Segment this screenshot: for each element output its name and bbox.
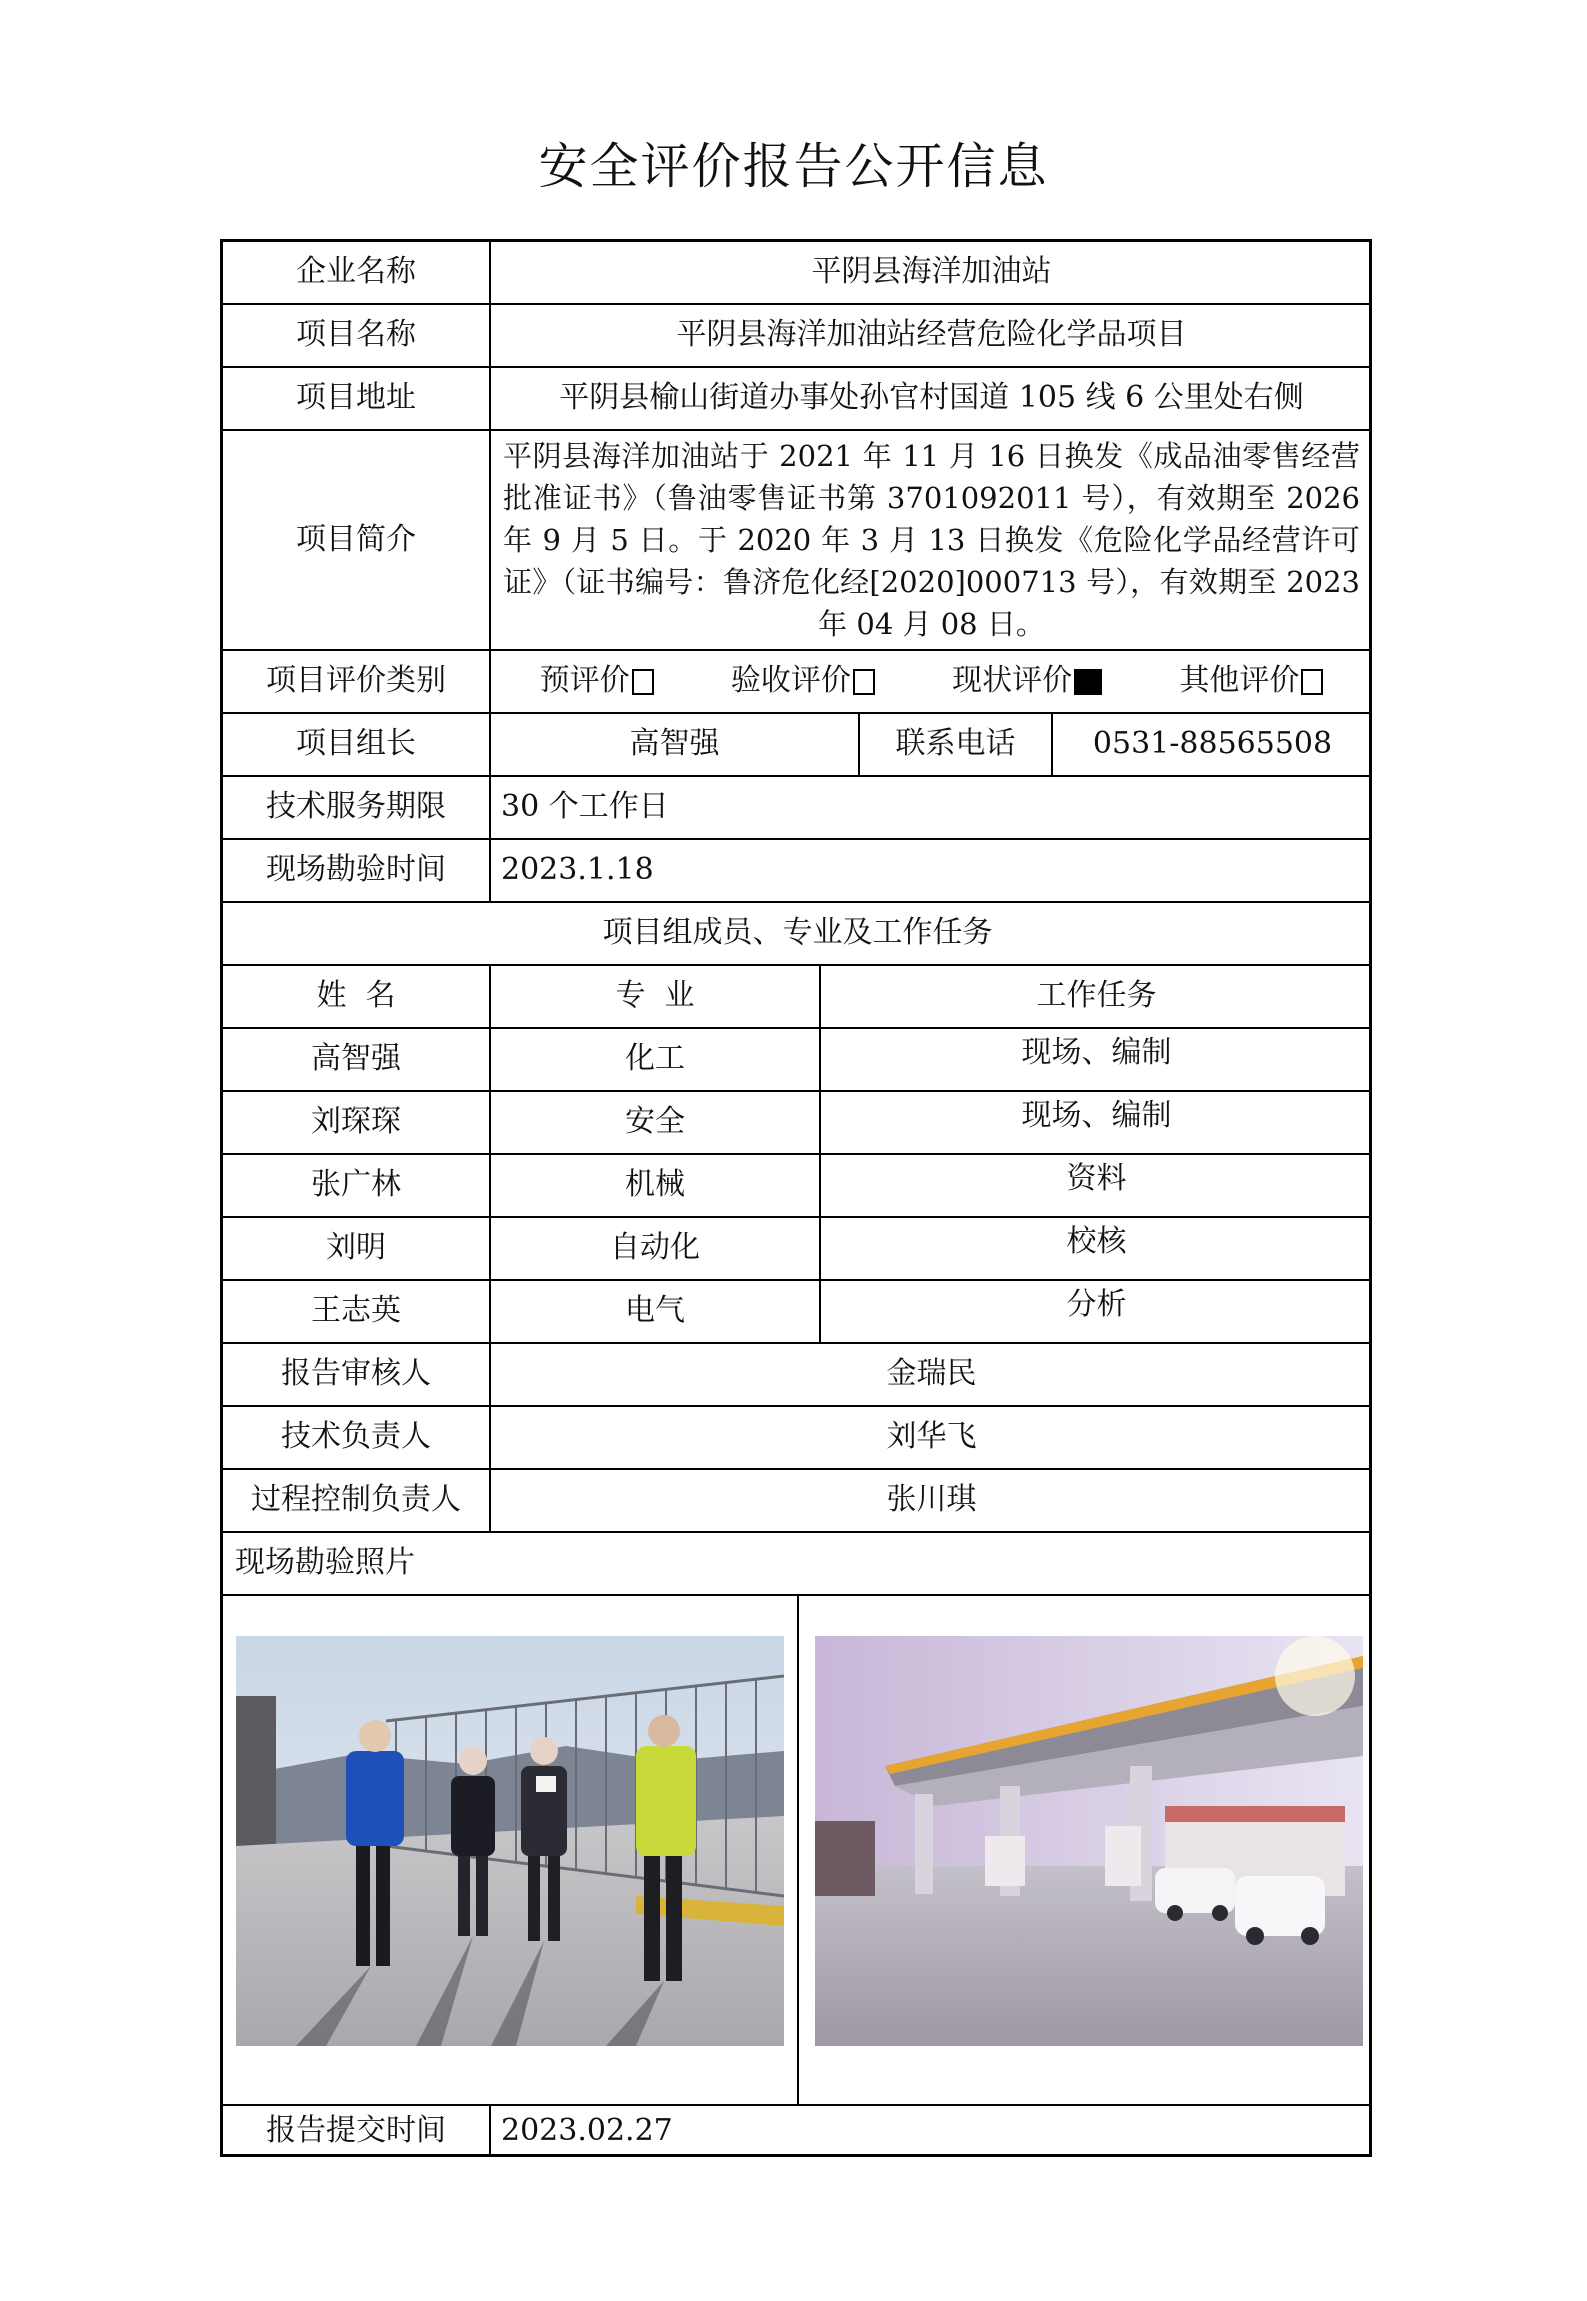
eval-option-acceptance: [731, 661, 875, 702]
member-major: 安全: [491, 1092, 821, 1155]
intro-cell: [491, 431, 1372, 651]
intro-text: 平阴县海洋加油站于 2021 年 11 月 16 日换发《成品油零售经营批准证书》（鲁油零售证书第 3701092011 号），有效期至 2026 年 9 月 5 日。于 2020 年 3 月 13 日换发《危险化学品经营许可证》（证书编号：鲁济危化经[2020]000713 号），有效期至 2023 年 04 月 08 日。: [503, 439, 1360, 641]
member-name: 高智强: [223, 1029, 491, 1092]
reviewer-value: 金瑞民: [491, 1344, 1372, 1407]
col-name-header: 姓 名: [223, 966, 491, 1029]
member-name: 王志英: [223, 1281, 491, 1344]
survey-photo-station: [815, 1636, 1363, 2046]
company-value: 平阴县海洋加油站: [491, 242, 1372, 305]
address-label: 项目地址: [223, 368, 491, 431]
member-major: 机械: [491, 1155, 821, 1218]
service-period-label: 技术服务期限: [223, 777, 491, 840]
intro-label: 项目简介: [223, 431, 491, 651]
project-value: 平阴县海洋加油站经营危险化学品项目: [491, 305, 1372, 368]
eval-option-current: [952, 661, 1102, 702]
checkbox-icon: [1301, 669, 1323, 695]
service-period-value: 30 个工作日: [491, 777, 1372, 840]
document-title: 安全评价报告公开信息: [538, 138, 1049, 195]
eval-option-label: 验收评价: [730, 663, 851, 699]
leader-label: 项目组长: [223, 714, 491, 777]
member-task: 校核: [821, 1218, 1372, 1281]
member-task: 分析: [821, 1281, 1372, 1344]
photos-label: 现场勘验照片: [223, 1533, 1372, 1596]
survey-time-label: 现场勘验时间: [223, 840, 491, 903]
member-name: 刘琛琛: [223, 1092, 491, 1155]
address-value: 平阴县榆山街道办事处孙官村国道 105 线 6 公里处右侧: [491, 368, 1372, 431]
process-lead-label: 过程控制负责人: [223, 1470, 491, 1533]
company-label: 企业名称: [223, 242, 491, 305]
eval-option-label: 预评价: [539, 663, 630, 699]
member-name: 刘明: [223, 1218, 491, 1281]
member-major: 电气: [491, 1281, 821, 1344]
eval-option-label: 其他评价: [1179, 663, 1300, 699]
project-label: 项目名称: [223, 305, 491, 368]
member-task: 现场、编制: [821, 1029, 1372, 1092]
phone-value: 0531-88565508: [1053, 714, 1372, 777]
checkbox-icon: [632, 669, 654, 695]
col-major-header: 专 业: [491, 966, 821, 1029]
eval-option-other: [1179, 661, 1323, 702]
checkbox-icon: [853, 669, 875, 695]
reviewer-label: 报告审核人: [223, 1344, 491, 1407]
member-major: 化工: [491, 1029, 821, 1092]
col-task-header: 工作任务: [821, 966, 1372, 1029]
member-task: 现场、编制: [821, 1092, 1372, 1155]
tech-lead-value: 刘华飞: [491, 1407, 1372, 1470]
member-task: 资料: [821, 1155, 1372, 1218]
survey-time-value: 2023.1.18: [491, 840, 1372, 903]
submit-time-label: 报告提交时间: [223, 2106, 491, 2157]
team-header: 项目组成员、专业及工作任务: [223, 903, 1372, 966]
checkbox-checked-icon: [1074, 669, 1102, 695]
member-major: 自动化: [491, 1218, 821, 1281]
submit-time-value: 2023.02.27: [501, 2113, 673, 2149]
info-table: [220, 239, 1372, 2157]
leader-value: 高智强: [491, 714, 860, 777]
eval-type-options: [491, 651, 1372, 714]
eval-type-label: 项目评价类别: [223, 651, 491, 714]
phone-label: 联系电话: [860, 714, 1053, 777]
tech-lead-label: 技术负责人: [223, 1407, 491, 1470]
survey-photo-people: [236, 1636, 784, 2046]
member-name: 张广林: [223, 1155, 491, 1218]
eval-option-label: 现状评价: [952, 663, 1073, 699]
process-lead-value: 张川琪: [491, 1470, 1372, 1533]
eval-option-pre: [540, 661, 654, 702]
